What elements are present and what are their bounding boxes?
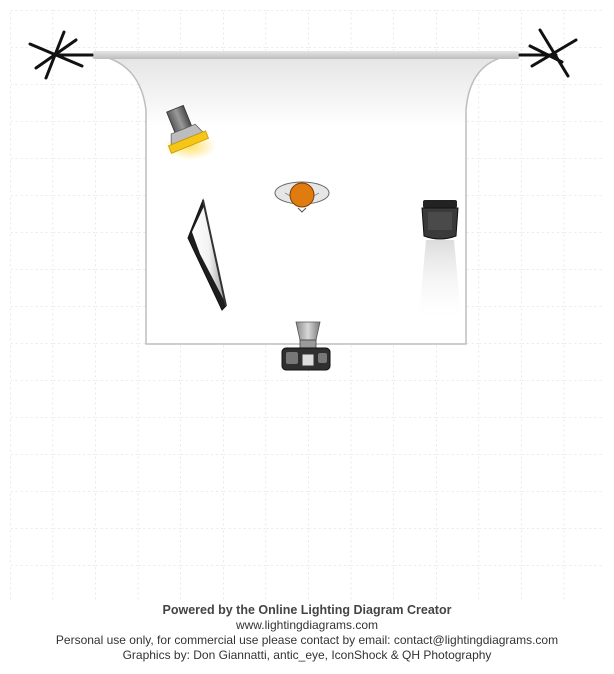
footer-title: Powered by the Online Lighting Diagram Creator <box>162 603 452 617</box>
background-light[interactable] <box>418 200 462 325</box>
footer-credits: Graphics by: Don Giannatti, antic_eye, IconShock & QH Photography <box>122 648 492 662</box>
credits-footer <box>0 603 614 663</box>
footer-url[interactable]: www.lightingdiagrams.com <box>235 618 379 632</box>
footer-usage: Personal use only, for commercial use please contact by email: contact@lightingdiagrams.com <box>55 633 559 647</box>
